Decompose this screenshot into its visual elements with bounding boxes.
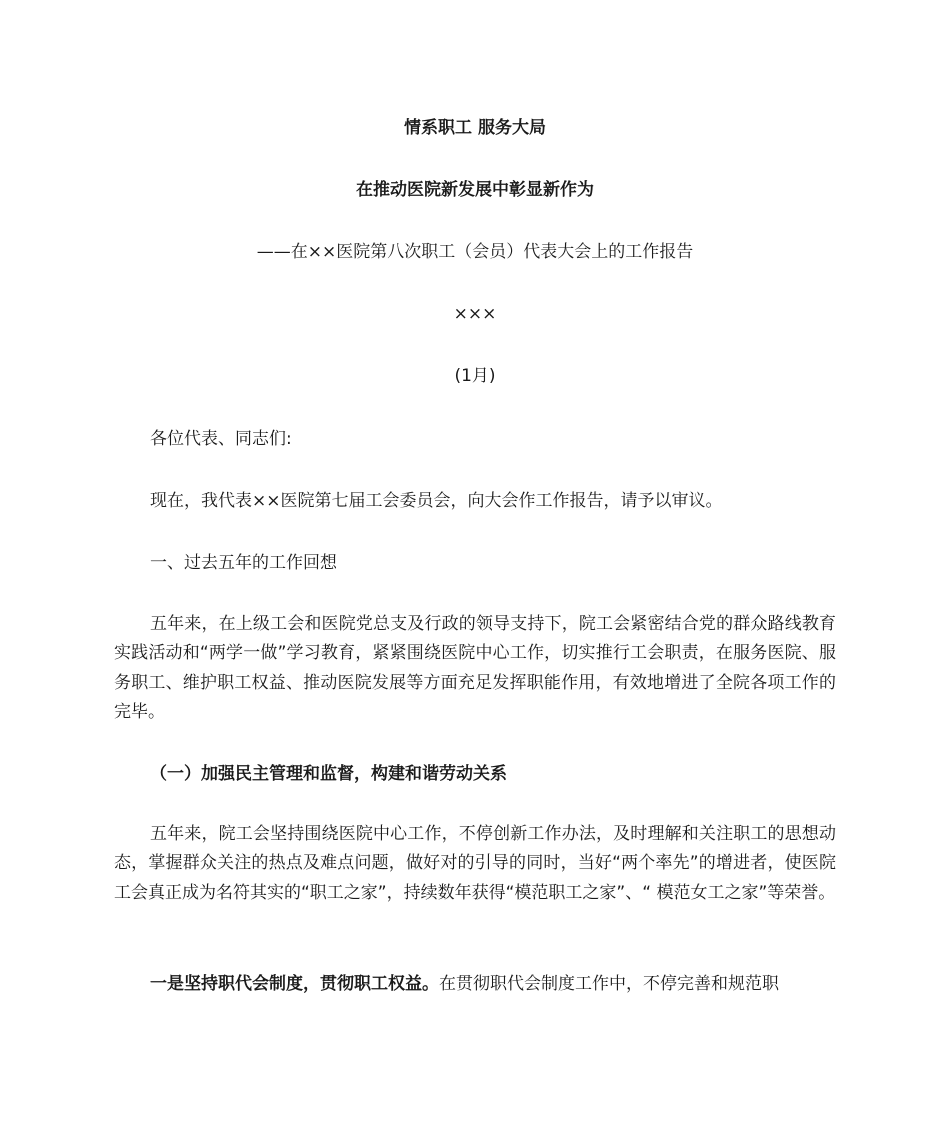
section-heading-1: 一、过去五年的工作回想	[150, 553, 337, 573]
title-line-1: 情系职工 服务大局	[404, 118, 546, 138]
subtitle: ——在××医院第八次职工（会员）代表大会上的工作报告	[256, 242, 694, 262]
point-1-lead: 一是坚持职代会制度，贯彻职工权益。	[150, 974, 439, 994]
subsection-heading-1: （一）加强民主管理和监督，构建和谐劳动关系	[150, 764, 507, 784]
subsection-1-paragraph: 五年来，院工会坚持围绕医院中心工作，不停创新工作办法，及时理解和关注职工的思想动态，掌握群众关注的热点及难点问题，做好对的引导的同时，当好“两个率先”的增进者，使医院工会真正成为名符其实的“职工之家”，持续数年获得“模范职工之家”、“ 模范女工之家”等荣誉。	[114, 824, 836, 903]
point-1-paragraph	[150, 973, 779, 995]
point-1-text: 在贯彻职代会制度工作中，不停完善和规范职	[439, 974, 779, 994]
author: ×××	[453, 304, 497, 324]
section-1-paragraph: 五年来，在上级工会和医院党总支及行政的领导支持下，院工会紧密结合党的群众路线教育实践活动和“两学一做”学习教育，紧紧围绕医院中心工作，切实推行工会职责，在服务医院、服务职工、维护职工权益、推动医院发展等方面充足发挥职能作用，有效地增进了全院各项工作的完毕。	[114, 614, 836, 722]
date: (1月)	[454, 366, 496, 386]
salutation: 各位代表、同志们:	[150, 429, 292, 449]
title-line-2: 在推动医院新发展中彰显新作为	[356, 180, 594, 200]
opening-paragraph: 现在，我代表××医院第七届工会委员会，向大会作工作报告，请予以审议。	[150, 491, 723, 511]
